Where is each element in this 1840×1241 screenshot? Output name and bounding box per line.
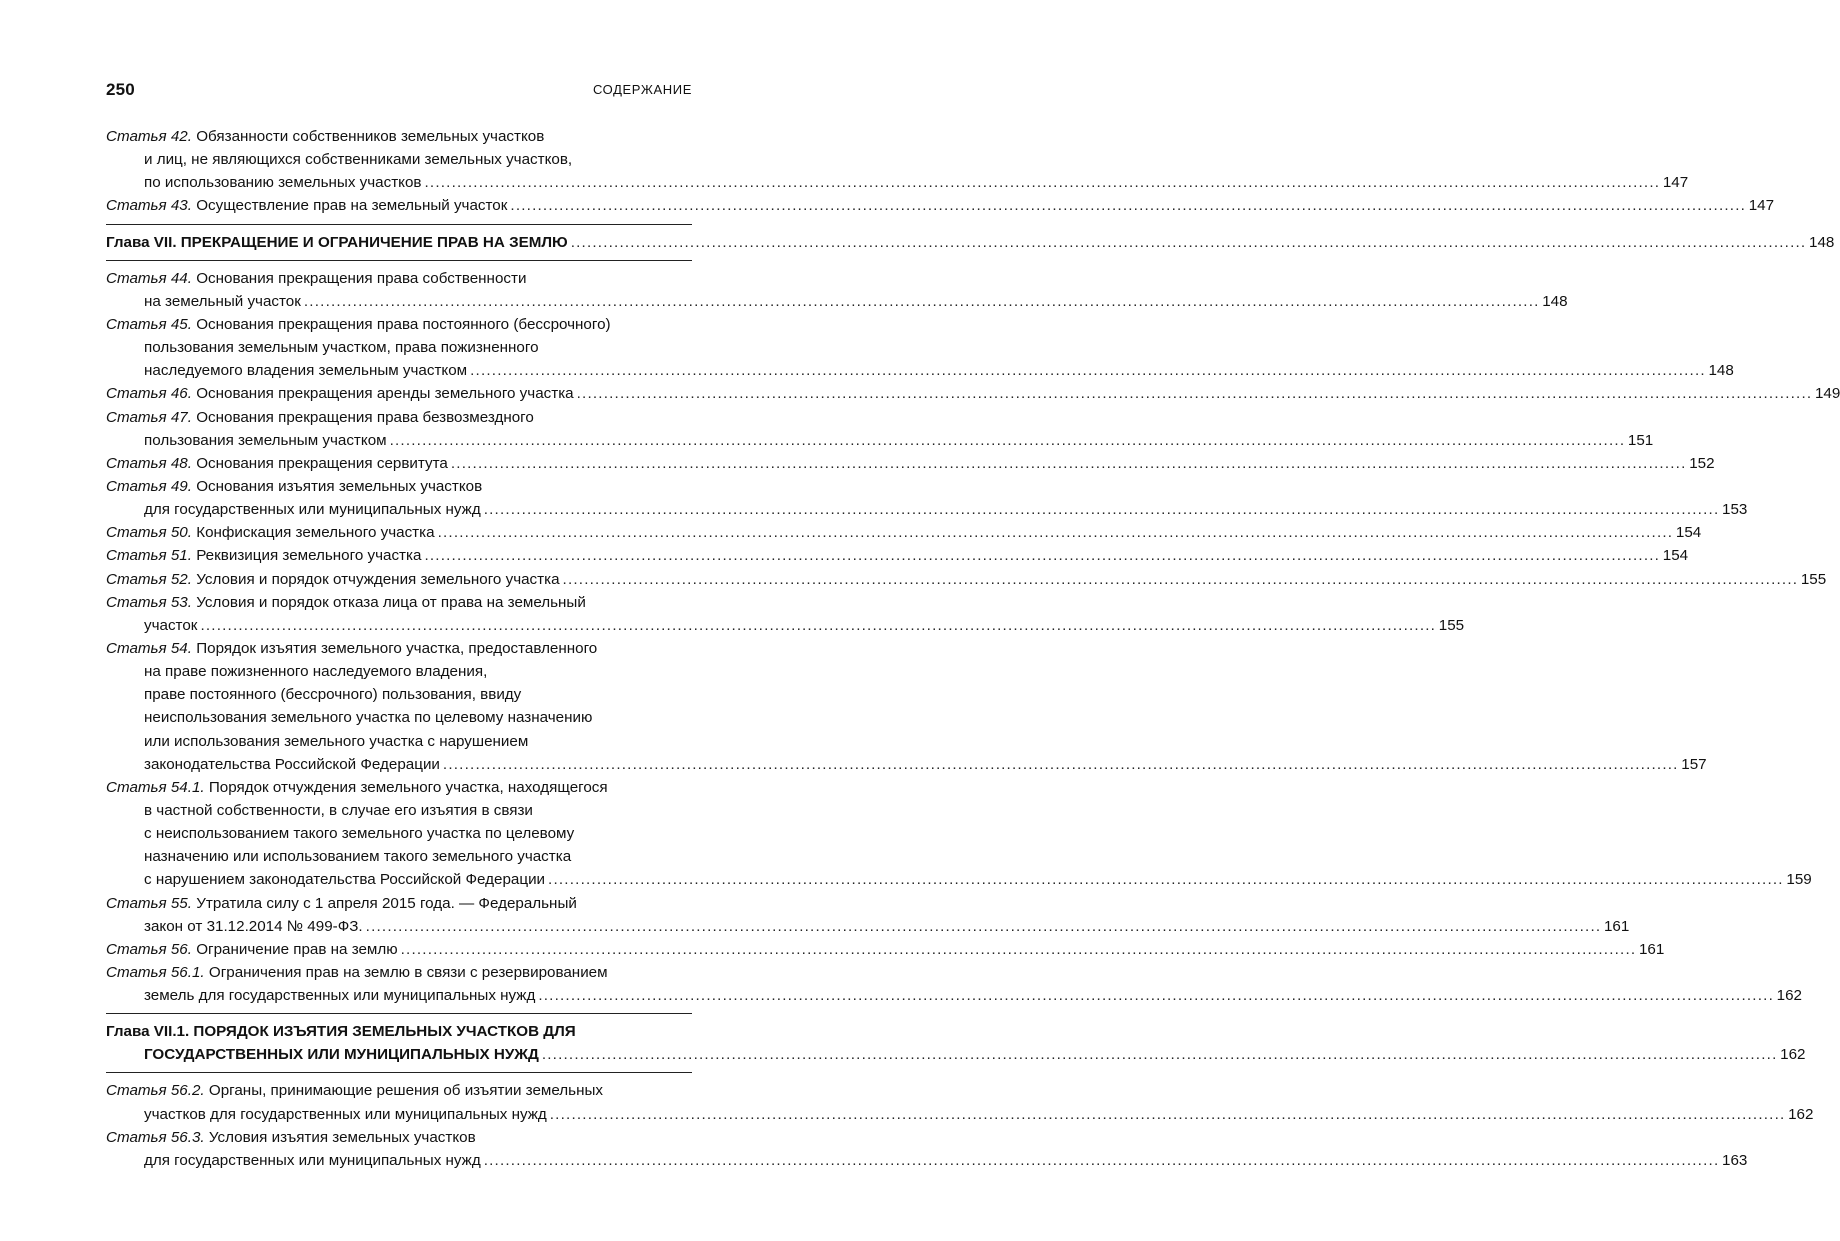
toc-line bbox=[106, 267, 692, 290]
entry-title-text: Условия изъятия земельных участков bbox=[208, 1128, 476, 1146]
entry-title-text: на праве пожизненного наследуемого владения, bbox=[144, 663, 488, 681]
entry-title-text: для государственных или муниципальных нужд bbox=[144, 501, 481, 519]
dot-leader bbox=[563, 568, 1799, 591]
article-label: Статья 56.3. bbox=[106, 1128, 205, 1146]
toc-line-text bbox=[144, 709, 592, 726]
toc-line bbox=[106, 382, 1840, 405]
toc-line-text bbox=[106, 1023, 576, 1040]
toc-line-text bbox=[144, 359, 467, 382]
entry-title-text: Условия и порядок отказа лица от права на земельный bbox=[196, 593, 586, 611]
page-ref: 154 bbox=[1662, 547, 1689, 565]
entry-title-text: Глава VII. ПРЕКРАЩЕНИЕ И ОГРАНИЧЕНИЕ ПРАВ НА ЗЕМЛЮ bbox=[106, 233, 568, 251]
chapter-divider bbox=[106, 224, 692, 225]
toc-line bbox=[144, 660, 692, 683]
toc-article bbox=[106, 568, 1827, 591]
entry-title-text: участков для государственных или муниципальных нужд bbox=[144, 1105, 547, 1123]
toc-line-text bbox=[106, 594, 586, 611]
toc-line bbox=[144, 984, 1802, 1007]
toc-line bbox=[144, 753, 1707, 776]
page-ref: 148 bbox=[1809, 233, 1835, 251]
dot-leader bbox=[484, 498, 1720, 521]
entry-title-text: Органы, принимающие решения об изъятии земельных bbox=[208, 1082, 603, 1100]
page-ref: 148 bbox=[1708, 362, 1734, 380]
toc-line-text bbox=[144, 290, 301, 313]
article-label: Статья 45. bbox=[106, 315, 192, 333]
entry-title-text: Конфискация земельного участка bbox=[196, 524, 435, 542]
entry-title-text: неиспользования земельного участка по целевому назначению bbox=[144, 709, 593, 727]
toc-line-text bbox=[144, 984, 535, 1007]
toc-line bbox=[106, 1079, 692, 1102]
toc-line bbox=[144, 614, 1465, 637]
toc-article bbox=[106, 1126, 1748, 1172]
dot-leader bbox=[542, 1043, 1778, 1066]
article-label: Статья 44. bbox=[106, 269, 192, 287]
article-label: Статья 51. bbox=[106, 547, 192, 565]
entry-title-text: на земельный участок bbox=[144, 292, 301, 310]
dot-leader bbox=[538, 984, 1774, 1007]
toc-line-text bbox=[106, 544, 421, 567]
toc-line bbox=[106, 938, 1665, 961]
entry-title-text: Порядок отчуждения земельного участка, находящегося bbox=[208, 778, 608, 796]
toc-line-text bbox=[106, 640, 597, 657]
toc-chapter bbox=[106, 1013, 1806, 1073]
toc-line-text bbox=[106, 128, 544, 145]
entry-title-text: Осуществление прав на земельный участок bbox=[196, 197, 508, 215]
entry-title-text: для государственных или муниципальных нужд bbox=[144, 1151, 481, 1169]
toc-line bbox=[106, 637, 692, 660]
toc-line bbox=[144, 290, 1568, 313]
toc-line-text bbox=[106, 478, 482, 495]
dot-leader bbox=[484, 1149, 1720, 1172]
toc-line-text bbox=[106, 452, 448, 475]
entry-title-text: Ограничение прав на землю bbox=[196, 940, 398, 958]
page-ref: 162 bbox=[1776, 987, 1802, 1005]
article-label: Статья 55. bbox=[106, 894, 192, 912]
toc-line bbox=[144, 1103, 1814, 1126]
page-ref: 162 bbox=[1788, 1105, 1814, 1123]
entry-title-text: в частной собственности, в случае его изъятия в связи bbox=[144, 801, 533, 819]
article-label: Статья 46. bbox=[106, 385, 192, 403]
entry-title-text: Основания прекращения аренды земельного участка bbox=[196, 385, 574, 403]
toc-line bbox=[144, 868, 1812, 891]
toc-line bbox=[106, 591, 692, 614]
page-ref: 147 bbox=[1748, 197, 1775, 215]
toc-line-text bbox=[106, 1129, 476, 1146]
entry-title-text: Глава VII.1. ПОРЯДОК ИЗЪЯТИЯ ЗЕМЕЛЬНЫХ УЧАСТКОВ ДЛЯ bbox=[106, 1023, 576, 1041]
entry-title-text: Порядок изъятия земельного участка, предоставленного bbox=[196, 639, 598, 657]
dot-leader bbox=[304, 290, 1540, 313]
toc-line bbox=[144, 171, 1689, 194]
entry-title-text: законодательства Российской Федерации bbox=[144, 755, 440, 773]
dot-leader bbox=[470, 359, 1706, 382]
entry-title-text: праве постоянного (бессрочного) пользования, ввиду bbox=[144, 686, 522, 704]
page-number: 250 bbox=[106, 80, 135, 99]
toc-article bbox=[106, 591, 1465, 637]
toc-line-text bbox=[106, 382, 574, 405]
dot-leader bbox=[200, 614, 1436, 637]
toc-line-text bbox=[144, 429, 387, 452]
running-title: СОДЕРЖАНИЕ bbox=[592, 82, 692, 97]
toc-line bbox=[144, 845, 692, 868]
toc-line bbox=[106, 231, 1835, 254]
toc-line bbox=[144, 683, 692, 706]
entry-title-text: Основания прекращения права постоянного (бессрочного) bbox=[196, 315, 611, 333]
article-label: Статья 56.2. bbox=[106, 1082, 205, 1100]
entry-title-text: ГОСУДАРСТВЕННЫХ ИЛИ МУНИЦИПАЛЬНЫХ НУЖД bbox=[144, 1046, 539, 1064]
toc-article bbox=[106, 382, 1840, 405]
article-label: Статья 42. bbox=[106, 128, 192, 145]
toc-article bbox=[106, 892, 1630, 938]
toc-line bbox=[106, 125, 692, 148]
dot-leader bbox=[571, 231, 1807, 254]
page-ref: 148 bbox=[1542, 292, 1568, 310]
dot-leader bbox=[550, 1103, 1786, 1126]
toc-line bbox=[106, 1126, 692, 1149]
toc-chapter bbox=[106, 224, 1835, 261]
toc-line bbox=[106, 521, 1702, 544]
page-ref: 162 bbox=[1780, 1046, 1806, 1064]
toc-article bbox=[106, 544, 1689, 567]
toc-line bbox=[106, 961, 692, 984]
toc-line-text bbox=[106, 938, 398, 961]
toc-line bbox=[144, 822, 692, 845]
toc-line bbox=[106, 194, 1775, 217]
article-label: Статья 43. bbox=[106, 197, 192, 215]
toc-article bbox=[106, 267, 1568, 313]
article-label: Статья 56.1. bbox=[106, 963, 205, 981]
entry-title-text: наследуемого владения земельным участком bbox=[144, 362, 468, 380]
toc-line bbox=[144, 1043, 1806, 1066]
toc-line-text bbox=[106, 568, 560, 591]
toc-line bbox=[106, 544, 1689, 567]
entry-title-text: земель для государственных или муниципальных нужд bbox=[144, 987, 536, 1005]
page-ref: 155 bbox=[1800, 570, 1827, 588]
toc-line-text bbox=[144, 733, 528, 750]
article-label: Статья 52. bbox=[106, 570, 192, 588]
toc-line bbox=[144, 799, 692, 822]
dot-leader bbox=[577, 382, 1813, 405]
running-header bbox=[106, 80, 692, 102]
toc-article bbox=[106, 475, 1748, 521]
dot-leader bbox=[366, 915, 1602, 938]
page-ref: 152 bbox=[1689, 454, 1715, 472]
toc-line-text bbox=[106, 409, 534, 426]
toc-line-text bbox=[144, 686, 521, 703]
chapter-divider bbox=[106, 260, 692, 261]
article-label: Статья 49. bbox=[106, 477, 192, 495]
entry-title-text: Основания изъятия земельных участков bbox=[196, 477, 483, 495]
toc-line-text bbox=[106, 964, 608, 981]
toc-article bbox=[106, 938, 1665, 961]
toc-line-text bbox=[144, 1149, 481, 1172]
entry-title-text: Условия и порядок отчуждения земельного участка bbox=[196, 570, 560, 588]
toc-line-text bbox=[106, 270, 526, 287]
article-label: Статья 56. bbox=[106, 940, 192, 958]
toc-line bbox=[106, 892, 692, 915]
toc-line-text bbox=[144, 848, 571, 865]
article-label: Статья 47. bbox=[106, 408, 192, 426]
entry-title-text: Утратила силу с 1 апреля 2015 года. — Федеральный bbox=[196, 894, 577, 912]
toc-line bbox=[106, 475, 692, 498]
entry-title-text: по использованию земельных участков bbox=[144, 174, 422, 192]
toc-line bbox=[106, 568, 1827, 591]
toc-article bbox=[106, 125, 1689, 194]
toc-line-text bbox=[106, 316, 611, 333]
toc-line bbox=[144, 148, 692, 171]
toc-article bbox=[106, 637, 1707, 776]
toc-line bbox=[144, 730, 692, 753]
dot-leader bbox=[424, 544, 1660, 567]
dot-leader bbox=[425, 171, 1661, 194]
toc-line bbox=[144, 915, 1630, 938]
entry-title-text: пользования земельным участком bbox=[144, 431, 387, 449]
page-ref: 151 bbox=[1627, 431, 1654, 449]
page-ref: 163 bbox=[1722, 1151, 1748, 1169]
page-ref: 155 bbox=[1438, 616, 1465, 634]
entry-title-text: с нарушением законодательства Российской Федерации bbox=[144, 871, 546, 889]
page-ref: 157 bbox=[1681, 755, 1707, 773]
toc-line bbox=[144, 1149, 1748, 1172]
toc-line-text bbox=[106, 194, 507, 217]
article-label: Статья 50. bbox=[106, 524, 192, 542]
toc-line-text bbox=[144, 151, 572, 168]
entry-title-text: закон от 31.12.2014 № 499-ФЗ. bbox=[144, 917, 363, 935]
toc-line-text bbox=[144, 802, 533, 819]
toc-line-text bbox=[144, 825, 574, 842]
entry-title-text: с неиспользованием такого земельного участка по целевому bbox=[144, 825, 575, 843]
toc-line-text bbox=[144, 498, 481, 521]
toc-article bbox=[106, 452, 1715, 475]
toc-line-text bbox=[144, 171, 422, 194]
toc-article bbox=[106, 194, 1775, 217]
toc-line bbox=[144, 706, 692, 729]
chapter-divider bbox=[106, 1072, 692, 1073]
article-label: Статья 54. bbox=[106, 639, 192, 657]
page-ref: 149 bbox=[1814, 385, 1840, 403]
page-ref: 154 bbox=[1675, 524, 1702, 542]
toc-line-text bbox=[144, 915, 363, 938]
dot-leader bbox=[510, 194, 1746, 217]
toc-line-text bbox=[106, 231, 568, 254]
entry-title-text: или использования земельного участка с нарушением bbox=[144, 732, 529, 750]
toc-line bbox=[106, 313, 692, 336]
page-ref: 159 bbox=[1786, 871, 1812, 889]
page-ref: 153 bbox=[1722, 501, 1748, 519]
dot-leader bbox=[390, 429, 1626, 452]
dot-leader bbox=[548, 868, 1784, 891]
dot-leader bbox=[438, 521, 1674, 544]
toc-line-text bbox=[106, 1082, 603, 1099]
entry-title-text: Реквизиция земельного участка bbox=[196, 547, 422, 565]
article-label: Статья 53. bbox=[106, 593, 192, 611]
toc-line-text bbox=[144, 1103, 547, 1126]
page-ref: 161 bbox=[1603, 917, 1630, 935]
entry-title-text: Обязанности собственников земельных участков bbox=[196, 128, 545, 145]
dot-leader bbox=[451, 452, 1687, 475]
dot-leader bbox=[443, 753, 1679, 776]
entry-title-text: Ограничения прав на землю в связи с резервированием bbox=[208, 963, 608, 981]
entry-title-text: Основания прекращения права безвозмездного bbox=[196, 408, 534, 426]
toc-line-text bbox=[144, 663, 487, 680]
toc-article bbox=[106, 406, 1654, 452]
toc-line-text bbox=[144, 1043, 539, 1066]
toc-line-text bbox=[144, 753, 440, 776]
toc-line-text bbox=[144, 614, 197, 637]
toc-article bbox=[106, 1079, 1814, 1125]
toc-article bbox=[106, 961, 1802, 1007]
entry-title-text: назначению или использованием такого земельного участка bbox=[144, 848, 572, 866]
toc-line bbox=[144, 498, 1748, 521]
toc-line bbox=[106, 1020, 692, 1043]
page-ref: 161 bbox=[1638, 940, 1665, 958]
toc-article bbox=[106, 521, 1702, 544]
toc-line-text bbox=[106, 779, 608, 796]
toc-line bbox=[144, 359, 1734, 382]
chapter-divider bbox=[106, 1013, 692, 1014]
entry-title-text: пользования земельным участком, права пожизненного bbox=[144, 339, 539, 357]
page-ref: 147 bbox=[1662, 174, 1689, 192]
toc-line-text bbox=[144, 868, 545, 891]
entry-title-text: Основания прекращения сервитута bbox=[196, 454, 448, 472]
toc-line-text bbox=[106, 521, 435, 544]
toc-line bbox=[144, 429, 1654, 452]
toc-article bbox=[106, 313, 1734, 382]
entry-title-text: участок bbox=[144, 616, 198, 634]
entry-title-text: и лиц, не являющихся собственниками земельных участков, bbox=[144, 151, 573, 169]
toc-line bbox=[106, 776, 692, 799]
article-label: Статья 48. bbox=[106, 454, 192, 472]
toc-line-text bbox=[144, 339, 539, 356]
toc-line bbox=[144, 336, 692, 359]
toc-line-text bbox=[106, 895, 577, 912]
article-label: Статья 54.1. bbox=[106, 778, 205, 796]
toc-article bbox=[106, 776, 1812, 892]
toc-line bbox=[106, 406, 692, 429]
entry-title-text: Основания прекращения права собственности bbox=[196, 269, 527, 287]
table-of-contents bbox=[106, 125, 1840, 1172]
toc-line bbox=[106, 452, 1715, 475]
dot-leader bbox=[401, 938, 1637, 961]
